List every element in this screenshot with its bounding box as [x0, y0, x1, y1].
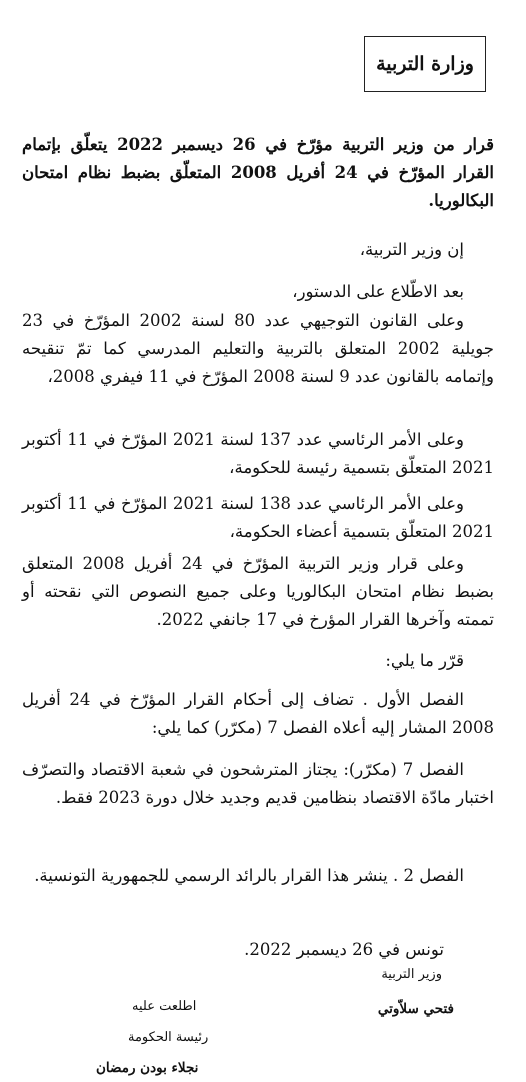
paragraph-law-80: وعلى القانون التوجيهي عدد 80 لسنة 2002 المؤرّخ في 23 جويلية 2002 المتعلق بالتربية والتعليم المدرسي كما تمّ تنقيحه وإتمامه بالقانون عدد 9 لسنة 2008 المؤرّخ في 11 فيفري 2008، [22, 311, 494, 386]
paragraph-decree-138: وعلى الأمر الرئاسي عدد 138 لسنة 2021 المؤرّخ في 11 أكتوبر 2021 المتعلّق بتسمية أعضاء الحكومة، [22, 494, 494, 541]
paragraph-preamble: إن وزير التربية، [359, 240, 464, 259]
paragraph-decree-137: وعلى الأمر الرئاسي عدد 137 لسنة 2021 المؤرّخ في 11 أكتوبر 2021 المتعلّق بتسمية رئيسة للحكومة، [22, 430, 494, 477]
paragraph-article-7-bis: الفصل 7 (مكرّر): يجتاز المترشحون في شعبة الاقتصاد والتصرّف اختبار مادّة الاقتصاد بنظامين قديم وجديد خلال دورة 2023 فقط. [22, 760, 494, 807]
minister-name: فتحي سلاّوتي [377, 1001, 454, 1017]
ministry-name: وزارة التربية [376, 53, 474, 75]
signature-date: تونس في 26 ديسمبر 2022. [244, 940, 444, 959]
paragraph-article-2: الفصل 2 . ينشر هذا القرار بالرائد الرسمي للجمهورية التونسية. [34, 866, 464, 885]
paragraph-constitution: بعد الاطّلاع على الدستور، [292, 282, 464, 301]
decree-title: قرار من وزير التربية مؤرّخ في 26 ديسمبر 2022 يتعلّق بإتمام القرار المؤرّخ في 24 أفريل 2008 المتعلّق بضبط نظام امتحان البكالوريا. [22, 135, 495, 210]
minister-title: وزير التربية [381, 967, 442, 982]
paragraph-decides: قرّر ما يلي: [385, 651, 464, 670]
pm-name: نجلاء بودن رمضان [96, 1060, 199, 1076]
pm-title: رئيسة الحكومة [128, 1030, 209, 1045]
ministry-header-box [364, 36, 486, 92]
paragraph-article-1: الفصل الأول . تضاف إلى أحكام القرار المؤرّخ في 24 أفريل 2008 المشار إليه أعلاه الفصل 7 (مكرّر) كما يلي: [22, 690, 494, 737]
paragraph-ministerial-order: وعلى قرار وزير التربية المؤرّخ في 24 أفريل 2008 المتعلق بضبط نظام امتحان البكالوريا وعلى جميع النصوص التي نقحته أو تممته وآخرها القرار المؤرخ في 17 جانفي 2022. [22, 554, 494, 629]
seen-label: اطلعت عليه [132, 999, 197, 1014]
